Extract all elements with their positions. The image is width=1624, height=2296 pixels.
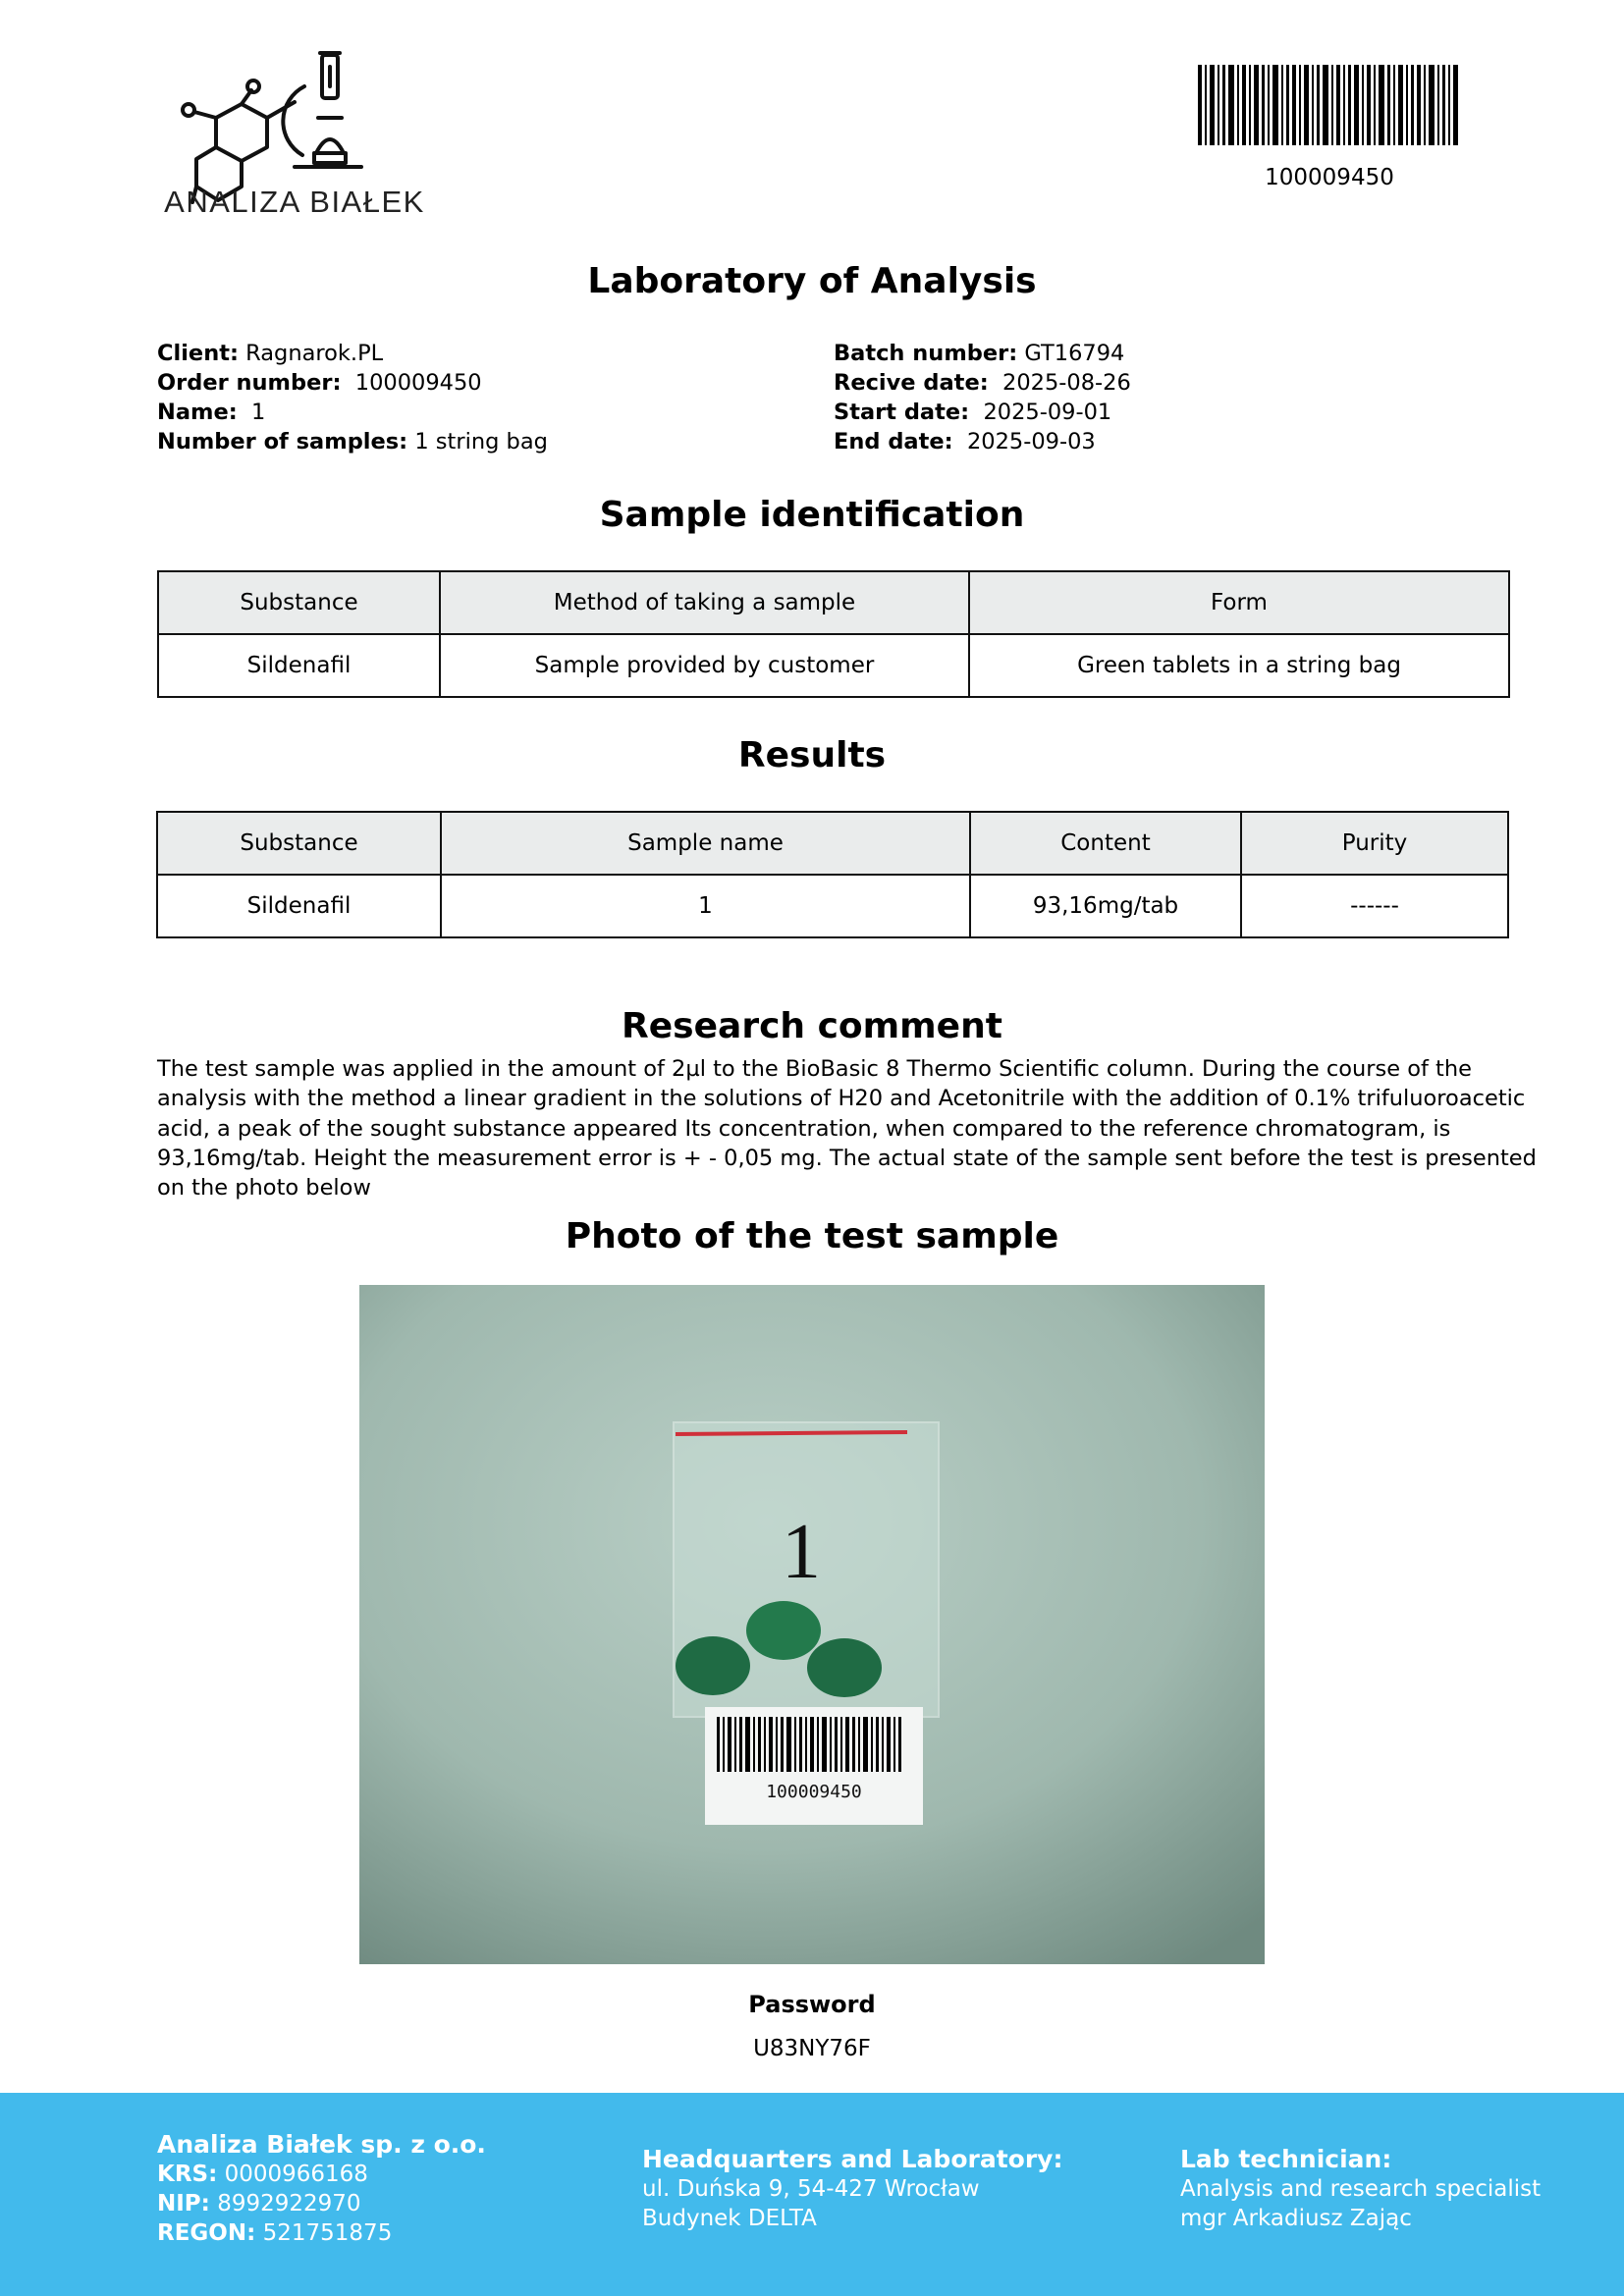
table-header-cell: Content — [970, 812, 1241, 875]
sample-photo — [359, 1285, 1265, 1964]
results-table — [156, 811, 1509, 938]
footer-lab-technician — [1180, 2145, 1541, 2233]
table-header-cell: Purity — [1241, 812, 1508, 875]
tablet-icon — [676, 1636, 750, 1695]
tablet-icon — [746, 1601, 821, 1660]
footer — [0, 2093, 1624, 2296]
info-row-number-of-samples: Number of samples: 1 string bag — [157, 429, 548, 454]
table-header-cell: Method of taking a sample — [440, 571, 969, 634]
barcode-number: 100009450 — [1265, 165, 1394, 190]
table-cell: 93,16mg/tab — [970, 875, 1241, 937]
footer-headquarters — [642, 2145, 1062, 2233]
tech-name: mgr Arkadiusz Zając — [1180, 2206, 1412, 2231]
table-cell: ------ — [1241, 875, 1508, 937]
research-comment-text: The test sample was applied in the amount of 2µl to the BioBasic 8 Thermo Scientific column. During the course of the analysis with the method a linear gradient in the solutions of H20 and Acetonitrile with the addition of 0.1% trifuluoroacetic acid, a peak of the sought substance appeared Its concentration, when compared to the reference chromatogram, is 93,16mg/tab. Height the measurement error is + - 0,05 mg. The actual state of the sample sent before the test is presented on the photo below — [157, 1056, 1537, 1201]
section-title-research-comment: Research comment — [622, 1006, 1002, 1046]
tablet-icon — [807, 1638, 882, 1697]
info-row-client: Client: Ragnarok.PL — [157, 341, 384, 366]
info-row-order-number: Order number: 100009450 — [157, 370, 482, 396]
table-cell: 1 — [441, 875, 970, 937]
table-cell: Sildenafil — [157, 875, 441, 937]
info-row-recive-date: Recive date: 2025-08-26 — [834, 370, 1131, 396]
password-value: U83NY76F — [753, 2036, 871, 2061]
table-header-cell: Substance — [157, 812, 441, 875]
table-cell: Green tablets in a string bag — [969, 634, 1509, 697]
company-regon: REGON: 521751875 — [157, 2220, 393, 2246]
table-cell: Sildenafil — [158, 634, 440, 697]
section-title-results: Results — [737, 735, 887, 775]
company-krs: KRS: 0000966168 — [157, 2162, 368, 2187]
tech-heading: Lab technician: — [1180, 2145, 1392, 2173]
section-title-photo: Photo of the test sample — [565, 1216, 1059, 1256]
hq-address-line: ul. Duńska 9, 54-427 Wrocław — [642, 2176, 980, 2202]
info-row-start-date: Start date: 2025-09-01 — [834, 400, 1112, 425]
hq-address-line: Budynek DELTA — [642, 2206, 817, 2231]
tech-title: Analysis and research specialist — [1180, 2176, 1542, 2202]
barcode-icon — [1198, 65, 1461, 145]
client-info-left — [157, 339, 548, 456]
table-header-cell: Form — [969, 571, 1509, 634]
info-row-name: Name: 1 — [157, 400, 266, 425]
bag-mark-text: 1 — [782, 1509, 821, 1595]
company-nip: NIP: 8992922970 — [157, 2191, 361, 2216]
info-row-batch-number: Batch number: GT16794 — [834, 341, 1125, 366]
table-header-cell: Substance — [158, 571, 440, 634]
footer-company — [157, 2130, 486, 2248]
client-info-right — [834, 339, 1131, 456]
label-number-text: 100009450 — [766, 1782, 862, 1802]
sample-identification-table — [157, 570, 1510, 698]
table-row — [157, 875, 1508, 937]
company-name: Analiza Białek sp. z o.o. — [157, 2130, 486, 2159]
table-header-row — [157, 812, 1508, 875]
page-title: Laboratory of Analysis — [587, 261, 1037, 301]
table-row — [158, 634, 1509, 697]
table-header-row — [158, 571, 1509, 634]
password-label: Password — [748, 1991, 876, 2018]
table-header-cell: Sample name — [441, 812, 970, 875]
info-row-end-date: End date: 2025-09-03 — [834, 429, 1096, 454]
section-title-sample-identification: Sample identification — [599, 495, 1025, 535]
table-cell: Sample provided by customer — [440, 634, 969, 697]
hq-heading: Headquarters and Laboratory: — [642, 2145, 1063, 2173]
logo-text: ANALIZA BIAŁEK — [164, 185, 425, 219]
